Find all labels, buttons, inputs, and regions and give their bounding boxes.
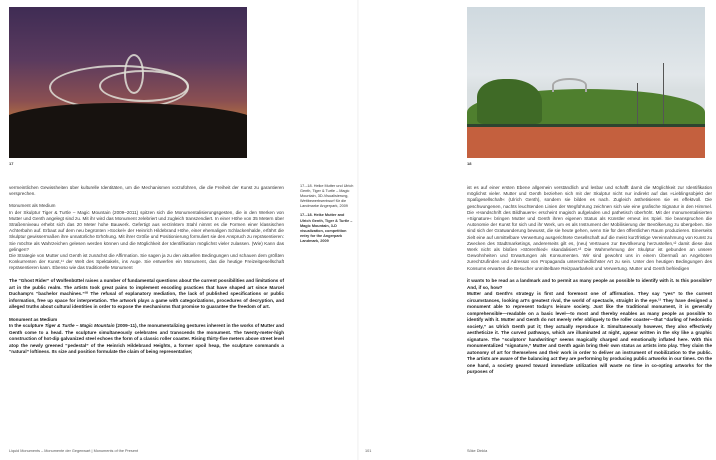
subheading: Monument as Medium: [9, 316, 58, 322]
author-name: Söke Dinkla: [467, 449, 488, 453]
caption-english: 17.–18. Heike Mutter and Ulrich Genth, Tiger & Turtle – Magic Mountain, 3-D visualization, competition entry for the Angerpark Landmark, 2009: [300, 213, 353, 243]
dark-hill: [9, 103, 247, 158]
running-footer: Liquid Monuments – Monumente der Gegenwart | Monuments of the Present: [9, 449, 139, 453]
sculpture-loop: [124, 54, 144, 94]
right-page: [358, 0, 716, 460]
figure-17-night-photo: [9, 7, 247, 158]
subheading: Monument als Medium: [9, 203, 56, 209]
paragraph: ist es auf einer ersten Ebene allgemein verständlich und lesbar und schafft damit die Möglichkeit zur Identifikation möglichst vieler. Mutter und Genth beziehen sich mit der Skulptur nicht nur indirekt auf das »Lieblingsobjekt der Spaßgesellschaft« (Ulrich Genth), sondern sie bilden es nach. Zugleich ästhetisieren sie es effektvoll. Die geschwungenen, nachts leuchtenden Linien der Wegführung zeichnen sich wie eine grafische Signatur in den Himmel. Die »Handschrift des Bildhauers« erscheint magisch aufgeladen und pathetisch überhöht. Mit der monumentalisierten »Signature« bringen Mutter und Genth ihren eigenen Status als Künstler erneut ins Spiel. Sie beanspruchen die Autonomie der Kunst für sich und ihr Werk, um es als Instrument der Mobilisierung der Bevölkerung zu übergeben. Sie sind sich der Gratwanderung bewusst, die sie heute gehen, wenn Sie für den öffentlichen Raum produzieren. Einerseits zielt eine auf unmittelbare Verwertung ausgerichtete Gesellschaft auf die meist kurzfristige Vereinnahmung von Kunst zu Zwecken des Stadtmarketings, andererseits gilt es, (neu) Vertrauen zur Bevölkerung herzustellen,¹² damit diese das Werk nicht als bloßen »Störenfried« skandalisiert.¹³ Die Wahrnehmung der Skulptur ist gebunden an unsere Gewohnheiten und Erwartungen als Konsumenten. Wir sind gewohnt uns in einem Übermaß an Angeboten zurechtzufinden und Adressat von Propaganda unterschiedlichster Art zu sein. Unter den heutigen Bedingungen des Konsums erwarten die Besucher unmittelbare Reizpaarbarkeit und Verwertung. Mutter und Genth befriedigen: [467, 185, 712, 271]
caption-german: 17.–18. Heike Mutter und Ulrich Genth, Tiger & Turtle – Magic Mountain, 3D-Visualisierung, Wettbewerbsentwurf für die Landmarke Angerpark, 2009: [300, 184, 354, 209]
figure-18-day-photo: [467, 7, 705, 158]
german-body-text: [9, 185, 284, 272]
trees: [477, 79, 542, 124]
figure-captions: [300, 184, 354, 244]
english-body-text: [467, 278, 712, 376]
paragraph: it wants to be read as a landmark and to permit as many people as possible to identify with it. Is this possible? And, if so, how?: [467, 278, 712, 290]
german-body-text: [467, 185, 712, 272]
paragraph: The “Ghost Rider” of Wolfenbüttel raises a number of fundamental questions about the current possibilities and limitations of art in the public realm. The artists took great pains to implement encoding practices that have shaped art since Marcel Duchamp’s “bachelor machines.”¹⁰ The refusal of explanatory mediation, the lack of published specifications or public information, free up space for interpretation. The artwork plays a game with categorizations, procedures of decryption, and alleged truths about cultural identities in order to expose the mechanisms that promise to guarantee the freedom of art.: [9, 278, 284, 309]
paragraph: In der Skulptur Tiger & Turtle – Magic Mountain (2009–2011) spitzen sich die Monumentalisierungsgesten, die in den Werken von Mutter und Genth angelegt sind zu. Mit ihr wird das Monument zelebriert und zugleich transzendiert. In einer Höhe von 35 Metern über Straßenniveau erhebt sich das 20 Meter hohe Bauwerk. Gefertigt aus verzinktem Stahl nimmt es die Formen einer klassischen Achterbahn auf. Erbaut auf dem neu begrünten »Sockel« der Heinrich Hildebrand Höhe, einer ehemaligen Schlackenhalde, erfährt die Skulptur gewissermaßen ihre unnatürliche Erhöhung. Mit ihrer Größe und Positionierung formuliert sie den Anspruch zu repräsentieren: Sie möchte als Wahrzeichen gelesen werden können und die Möglichkeit der Identifikation möglichst vieler zulassen. (Wie) Kann das gelingen?: [9, 209, 284, 252]
paragraph: In the sculpture Tiger & Turtle – Magic Mountain (2009–11), the monumentalizing gestures inherent in the works of Mutter and Genth come to a head. The sculpture simultaneously celebrates and transcends the monument. The twenty-meter-high construction of hot-dip galvanized steel echoes the form of a classic roller coaster. Rising thirty-five meters above street level atop the newly greened “pedestal” of the Heinrich Hildebrand Heights, a former spoil heap, the sculpture commands a “natural” loftiness. Its size and position formulate the claim of being representative;: [9, 323, 284, 354]
figure-number: 18: [467, 161, 472, 166]
sculpture: [552, 78, 587, 92]
paragraph: vermeintlichen Gewissheiten über kulturelle Identitäten, um die Mechanismen vorzuführen, die die Freiheit der Kunst zu garantieren versprechen.: [9, 185, 284, 197]
paragraph: Mutter and Genth’s strategy is first and foremost one of affirmation. They say “yes” to the current circumstances, looking art’s greatest rival, the world of spectacle, straight in the eye.¹¹ They have designed a monument able to represent today’s leisure society. Just like the traditional monument, it is generally comprehensible—readable on a basic level—to most and thereby enables as many people as possible to identify with it. Mutter and Genth do not merely refer obliquely to the roller coaster—that “darling of hedonistic society,” as Ulrich Genth put it; they actually reproduce it. Simultaneously however, they also effectively aestheticize it. The curved pathways, which are illuminated at night, appear written in the sky like a graphic signature. The “sculptors’ handwriting” seems magically charged and emotionally inflated here. With this monumentalized “signature,” Mutter and Genth again bring their own status as artists into play. They claim the autonomy of art for themselves and their work in order to deliver an instrument of mobilization to the public. The artists are aware of the balancing act they are performing by producing public artworks in our times. On the one hand, a society geared toward immediate utilization will waste no time in co-opting artworks for the purposes of: [467, 291, 712, 374]
page-number: 101: [365, 449, 372, 453]
paragraph: Die Strategie von Mutter und Genth ist zunächst die Affirmation. Sie sagen ja zu den aktuellen Bedingungen und schauen dem größten Konkurrenten der Kunst,¹¹ der Welt des Spektakels, ins Auge. Sie entwerfen ein Monument, das die heutige Freizeitgesellschaft repräsentieren kann. Ebenso wie das traditionelle Monument: [9, 253, 284, 271]
figure-number: 17: [9, 161, 14, 166]
sculpture-loop: [99, 70, 189, 102]
english-body-text: [9, 278, 284, 356]
artwork-title: Tiger & Turtle – Magic Mountain: [44, 323, 115, 328]
tennis-courts: [467, 124, 705, 158]
fence: [467, 124, 705, 127]
